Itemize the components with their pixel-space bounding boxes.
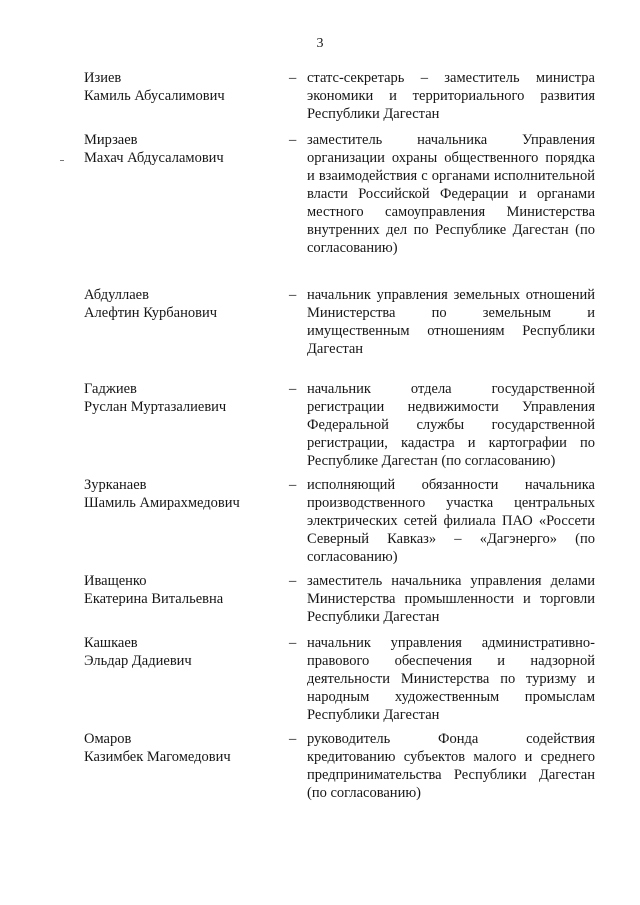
list-dash: – <box>289 132 297 148</box>
member-surname: Кашкаев <box>84 635 138 651</box>
list-dash: – <box>289 477 297 493</box>
member-position: руководитель Фонда содействия кредитованию субъектов малого и среднего предпринимательства Республики Дагестан (по согласованию) <box>307 731 595 801</box>
scan-speck <box>60 160 64 161</box>
member-given-name: Екатерина Витальевна <box>84 591 224 607</box>
list-dash: – <box>289 287 297 303</box>
member-name <box>84 634 284 670</box>
member-name <box>84 69 284 105</box>
member-surname: Омаров <box>84 731 132 747</box>
list-dash: – <box>289 381 297 397</box>
member-surname: Иващенко <box>84 573 147 589</box>
member-surname: Мирзаев <box>84 132 138 148</box>
page-number: 3 <box>316 36 324 51</box>
member-name <box>84 730 284 766</box>
member-name <box>84 572 284 608</box>
member-given-name: Махач Абдусаламович <box>84 150 224 166</box>
member-position: начальник управления земельных отношений Министерства по земельным и имущественным отношениям Республики Дагестан <box>307 287 595 357</box>
list-dash: – <box>289 573 297 589</box>
member-position: заместитель начальника управления делами Министерства промышленности и торговли Республики Дагестан <box>307 573 595 625</box>
member-surname: Зурканаев <box>84 477 147 493</box>
member-name <box>84 131 284 167</box>
member-name <box>84 476 284 512</box>
member-surname: Гаджиев <box>84 381 137 397</box>
member-surname: Абдуллаев <box>84 287 149 303</box>
member-given-name: Шамиль Амирахмедович <box>84 495 240 511</box>
member-given-name: Казимбек Магомедович <box>84 749 231 765</box>
member-name <box>84 380 284 416</box>
member-surname: Изиев <box>84 70 122 86</box>
member-position: статс-секретарь – заместитель министра экономики и территориального развития Республики Дагестан <box>307 70 595 122</box>
member-given-name: Алефтин Курбанович <box>84 305 217 321</box>
member-position: начальник управления административно-правового обеспечения и надзорной деятельности Министерства по туризму и народным художественным промыслам Республики Дагестан <box>307 635 595 723</box>
member-name <box>84 286 284 322</box>
list-dash: – <box>289 70 297 86</box>
member-position: заместитель начальника Управления организации охраны общественного порядка и взаимодействия с органами исполнительной власти Российской Федерации и органами местного самоуправления Министерства внутренних дел по Республике Дагестан (по согласованию) <box>307 132 595 256</box>
list-dash: – <box>289 731 297 747</box>
member-given-name: Эльдар Дадиевич <box>84 653 192 669</box>
member-given-name: Камиль Абусалимович <box>84 88 225 104</box>
member-position: начальник отдела государственной регистрации недвижимости Управления Федеральной службы государственной регистрации, кадастра и картографии по Республике Дагестан (по согласованию) <box>307 381 595 469</box>
list-dash: – <box>289 635 297 651</box>
member-given-name: Руслан Муртазалиевич <box>84 399 227 415</box>
member-position: исполняющий обязанности начальника производственного участка центральных электрических сетей филиала ПАО «Россети Северный Кавказ» – «Дагэнерго» (по согласованию) <box>307 477 595 565</box>
